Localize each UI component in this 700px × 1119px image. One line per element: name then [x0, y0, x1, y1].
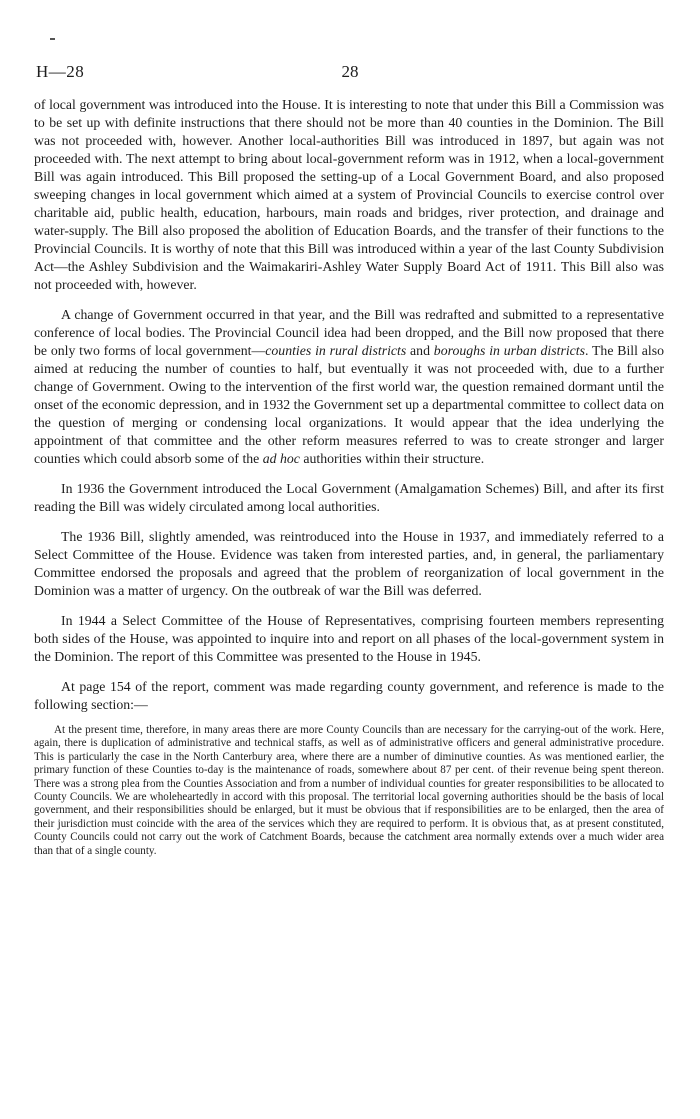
page-number: 28: [341, 62, 359, 81]
paragraph-2-text-c: and: [406, 343, 434, 358]
paragraph-3: In 1936 the Government introduced the Local Government (Amalgamation Schemes) Bill, and after its first reading the Bill was widely circulated among local authorities.: [34, 481, 664, 514]
top-mark: [50, 38, 55, 40]
paragraph-2-italic-ad-hoc: ad hoc: [262, 451, 300, 466]
paragraph-2-text-g: authorities within their structure.: [299, 451, 485, 466]
paragraph-2-text-a: A change of Government occurred in that year, and the Bill was redrafted and submitted to a representative conference of local bodies. The Provincial Council idea had been dropped, and the Bill now proposed that there be only two forms of local government—: [34, 307, 664, 358]
page-body: [34, 96, 664, 858]
paragraph-1: of local government was introduced into the House. It is interesting to note that under this Bill a Commission was to be set up with definite instructions that there should not be more than 40 counties in the Dominion. The Bill was not proceeded with, however. Another local-authorities Bill was introduced in 1897, but again was not proceeded with. The next attempt to bring about local-government reform was in 1912, when a local-government Bill was again introduced. This Bill proposed the setting-up of a Local Government Board, and also proposed sweeping changes in local government which aimed at a system of Provincial Councils to exercise control over charitable aid, public health, education, harbours, main roads and bridges, river protection, and drainage and water-supply. The Bill also proposed the abolition of Education Boards, and the transfer of their functions to the Provincial Councils. It is worthy of note that this Bill was introduced within a year of the last County Subdivision Act—the Ashley Subdivision and the Waimakariri-Ashley Water Supply Board Act of 1911. This Bill also was not proceeded with, however.: [34, 97, 664, 292]
paragraph-2-text-e: . The Bill also aimed at reducing the number of counties to half, but eventually it was not proceeded with, due to a further change of Government. Owing to the intervention of the first world war, the question remained dormant until the onset of the economic depression, and in 1932 the Government set up a departmental committee to collect data on the question of merging or condensing local organizations. It would appear that the idea underlying the appointment of that committee and the other reform measures referred to was to create stronger and larger counties which could absorb some of the: [34, 343, 664, 466]
paragraph-4: The 1936 Bill, slightly amended, was reintroduced into the House in 1937, and immediately referred to a Select Committee of the House. Evidence was taken from interested parties, and, in general, the parliamentary Committee endorsed the proposals and agreed that the problem of reorganization of local government in the Dominion was a matter of urgency. On the outbreak of war the Bill was deferred.: [34, 529, 664, 598]
quoted-report-extract: At the present time, therefore, in many areas there are more County Councils than are necessary for the carrying-out of the work. Here, again, there is duplication of administrative and technical staffs, as well as of administrative officers and general administrative procedure. This is particularly the case in the North Canterbury area, where there are a number of diminutive counties. As was mentioned earlier, the primary function of these Counties to-day is the maintenance of roads, somewhere about 87 per cent. of their revenue being spent thereon. There was a strong plea from the Counties Association and from a number of individual counties for greater responsibilities to be allocated to County Councils. We are wholeheartedly in accord with this proposal. The territorial local governing authorities should be the basis of local government, and their responsibilities should be enlarged, but it must be obvious that if responsibilities are to be enlarged, then the area of their jurisdiction must coincide with the area of the services which they are required to perform. It is obvious that, as at present constituted, County Councils could not carry out the work of Catchment Boards, because the catchment area normally extends over a much wider area than that of a single county.: [34, 724, 664, 857]
paragraph-5: In 1944 a Select Committee of the House of Representatives, comprising fourteen members representing both sides of the House, was appointed to inquire into and report on all phases of the local-government system in the Dominion. The report of this Committee was presented to the House in 1945.: [34, 613, 664, 664]
paragraph-2-italic-boroughs: boroughs in urban districts: [433, 343, 585, 358]
paragraph-2-italic-counties: counties in rural districts: [265, 343, 407, 358]
document-code: H—28: [36, 62, 85, 81]
paragraph-6: At page 154 of the report, comment was made regarding county government, and reference is made to the following section:—: [34, 679, 664, 712]
paragraph-2: [34, 306, 664, 468]
